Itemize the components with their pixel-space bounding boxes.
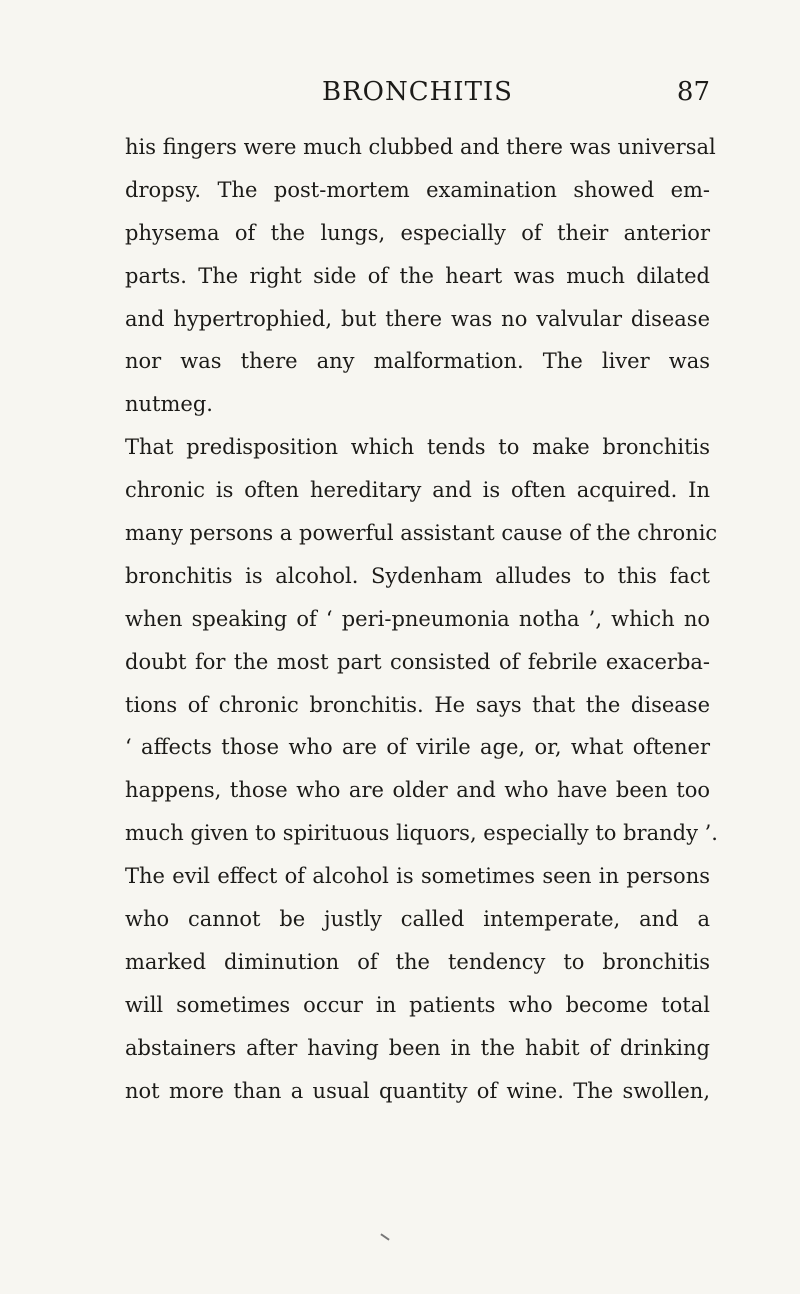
running-title: BRONCHITIS: [321, 77, 513, 107]
text-line: The evil effect of alcohol is sometimes seen in persons: [125, 864, 710, 889]
text-line: ‘ affects those who are of virile age, or, what oftener: [125, 735, 710, 760]
text-line: many persons a powerful assistant cause of the chronic: [125, 521, 718, 546]
text-line: who cannot be justly called intemperate, and a: [125, 907, 710, 932]
text-line: parts. The right side of the heart was much dilated: [125, 263, 710, 288]
text-line: when speaking of ‘ peri-pneumonia notha ’, which no: [125, 606, 710, 631]
text-line: not more than a usual quantity of wine. The swollen,: [125, 1078, 710, 1103]
print-mark: [380, 1233, 389, 1240]
text-line: and hypertrophied, but there was no valvular disease: [125, 306, 710, 331]
text-line: nutmeg.: [125, 392, 213, 417]
text-line: dropsy. The post-mortem examination showed em-: [125, 177, 710, 202]
text-line: nor was there any malformation. The liver was: [125, 349, 710, 374]
text-line: doubt for the most part consisted of febrile exacerba-: [125, 649, 710, 674]
text-line: That predisposition which tends to make bronchitis: [125, 435, 710, 460]
page-number: 87: [676, 77, 710, 107]
text-line: his fingers were much clubbed and there was universal: [125, 135, 716, 159]
text-line: bronchitis is alcohol. Sydenham alludes to this fact: [125, 563, 710, 588]
text-line: much given to spirituous liquors, especially to brandy ’.: [125, 821, 718, 846]
text-line: happens, those who are older and who have been too: [125, 778, 710, 803]
running-head: [125, 76, 710, 116]
text-line: tions of chronic bronchitis. He says that the disease: [125, 692, 710, 717]
text-line: marked diminution of the tendency to bronchitis: [125, 949, 710, 974]
text-line: physema of the lungs, especially of their anterior: [125, 220, 710, 245]
text-line: will sometimes occur in patients who become total: [125, 992, 710, 1017]
text-line: abstainers after having been in the habit of drinking: [125, 1035, 710, 1060]
text-line: chronic is often hereditary and is often acquired. In: [125, 478, 710, 503]
body-text: [125, 126, 718, 1112]
